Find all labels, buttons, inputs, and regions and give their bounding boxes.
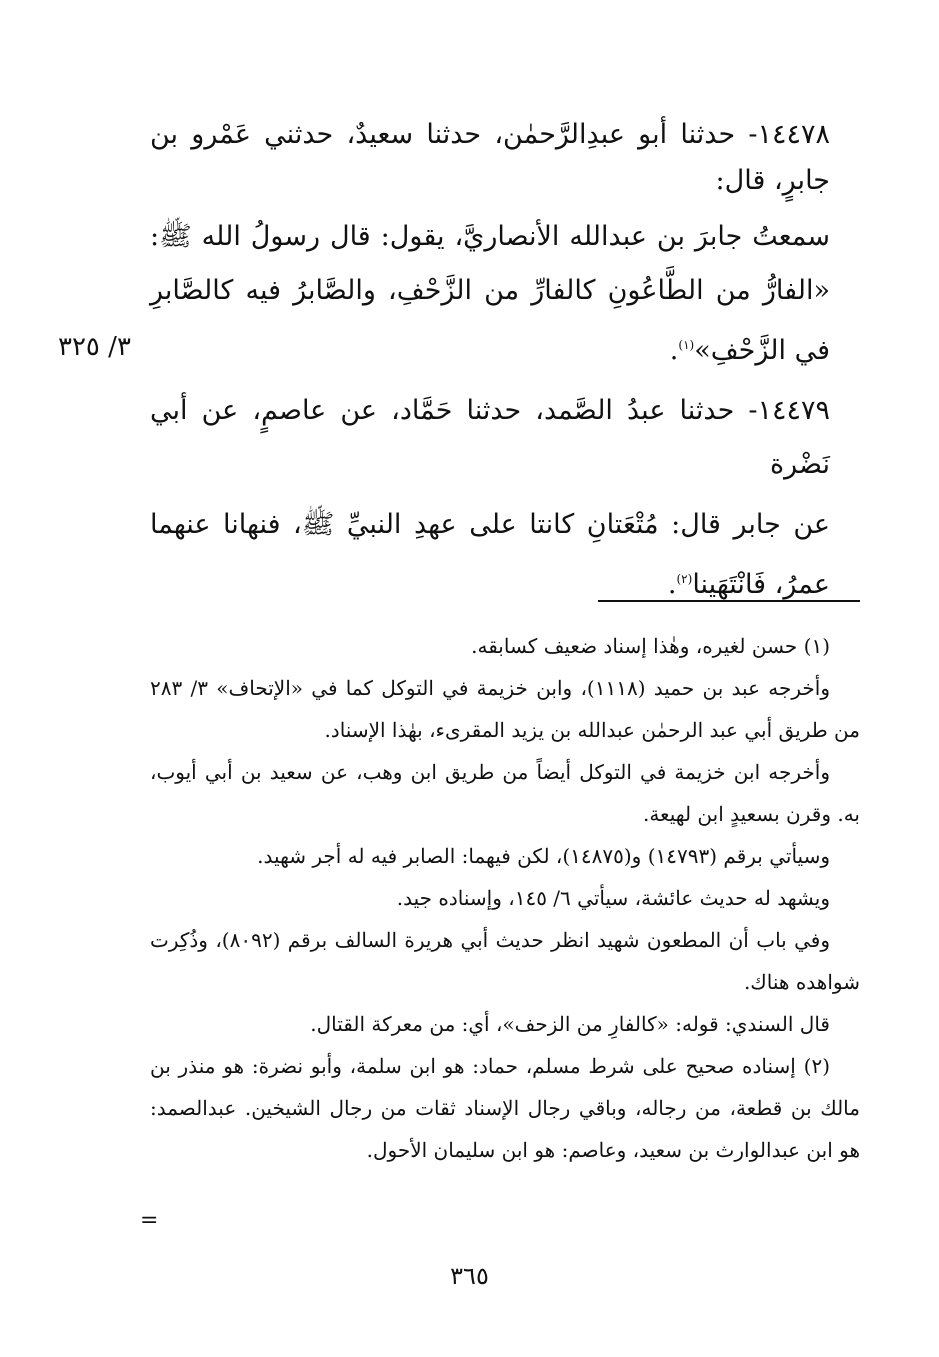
hadith-14479-isnad bbox=[150, 384, 830, 492]
main-text bbox=[150, 112, 830, 618]
footnote-1-other-route: وأخرجه ابن خزيمة في التوكل أيضاً من طريق ابن وهب، عن سعيد بن أبي أيوب، به. وقرن بسعيدٍ ابن لهيعة. bbox=[150, 760, 860, 826]
hadith-14479-end: . bbox=[667, 569, 677, 600]
footnote-ref-1[interactable]: (١) bbox=[678, 338, 695, 352]
footnote-1-crossref: وسيأتي برقم (١٤٧٩٣) و(١٤٨٧٥)، لكن فيهما: الصابر فيه له أجر شهيد. bbox=[257, 844, 830, 868]
hadith-14478-end: . bbox=[669, 335, 679, 366]
footnote-ref-2[interactable]: (٢) bbox=[676, 572, 693, 586]
margin-volume-page-ref: ٣/ ٣٢٥ bbox=[58, 332, 131, 362]
hadith-14478-matn bbox=[150, 210, 830, 378]
footnote-1-witness: ويشهد له حديث عائشة، سيأتي ٦/ ١٤٥، وإسناده جيد. bbox=[396, 886, 830, 910]
footnote-2: (٢) إسناده صحيح على شرط مسلم، حماد: هو ابن سلمة، وأبو نضرة: هو منذر بن مالك بن قطعة، من رجاله، وباقي رجال الإسناد ثقات من رجال الشيخين. عبدالصمد: هو ابن عبدالوارث بن سعيد، وعاصم: هو ابن سليمان الأحول. bbox=[150, 1054, 860, 1162]
footnotes bbox=[150, 625, 860, 1171]
continuation-mark: = bbox=[140, 1208, 159, 1233]
hadith-14479-matn bbox=[150, 498, 830, 612]
footnote-1-sindi: قال السندي: قوله: «كالفارِ من الزحف»، أي: من معركة القتال. bbox=[310, 1012, 830, 1036]
hadith-14478-isnad-text: ١٤٤٧٨- حدثنا أبو عبدِالرَّحمٰن، حدثنا سعيدٌ، حدثني عَمْرو بن جابرٍ، قال: bbox=[150, 119, 830, 196]
hadith-14479-isnad-text: ١٤٤٧٩- حدثنا عبدُ الصَّمد، حدثنا حَمَّاد، عن عاصمٍ، عن أبي نَضْرة bbox=[150, 395, 830, 480]
footnote-1-chapter: وفي باب أن المطعون شهيد انظر حديث أبي هريرة السالف برقم (٨٠٩٢)، وذُكِرت شواهده هناك. bbox=[150, 928, 860, 994]
footnote-1-grade: (١) حسن لغيره، وهٰذا إسناد ضعيف كسابقه. bbox=[471, 634, 830, 658]
footnote-1-takhrij: وأخرجه عبد بن حميد (١١١٨)، وابن خزيمة في التوكل كما في «الإتحاف» ٣/ ٢٨٣ من طريق أبي عبد الرحمٰن عبدالله بن يزيد المقرىء، بهٰذا الإسناد. bbox=[150, 676, 860, 742]
hadith-14479-matn-text: عن جابر قال: مُتْعَتانِ كانتا على عهدِ النبيِّ ﷺ، فنهانا عنهما عمرُ، فَانْتَهَينا bbox=[150, 509, 830, 600]
hadith-14478-isnad bbox=[150, 112, 830, 204]
page-number: ٣٦٥ bbox=[450, 1262, 489, 1290]
hadith-14478-matn-text: سمعتُ جابرَ بن عبدالله الأنصاريَّ، يقول: قال رسولُ الله ﷺ: «الفارُّ من الطَّاعُونِ كالفارِّ من الزَّحْفِ، والصَّابرُ فيه كالصَّابرِ في الزَّحْفِ» bbox=[150, 221, 830, 366]
footnote-divider bbox=[598, 600, 860, 602]
